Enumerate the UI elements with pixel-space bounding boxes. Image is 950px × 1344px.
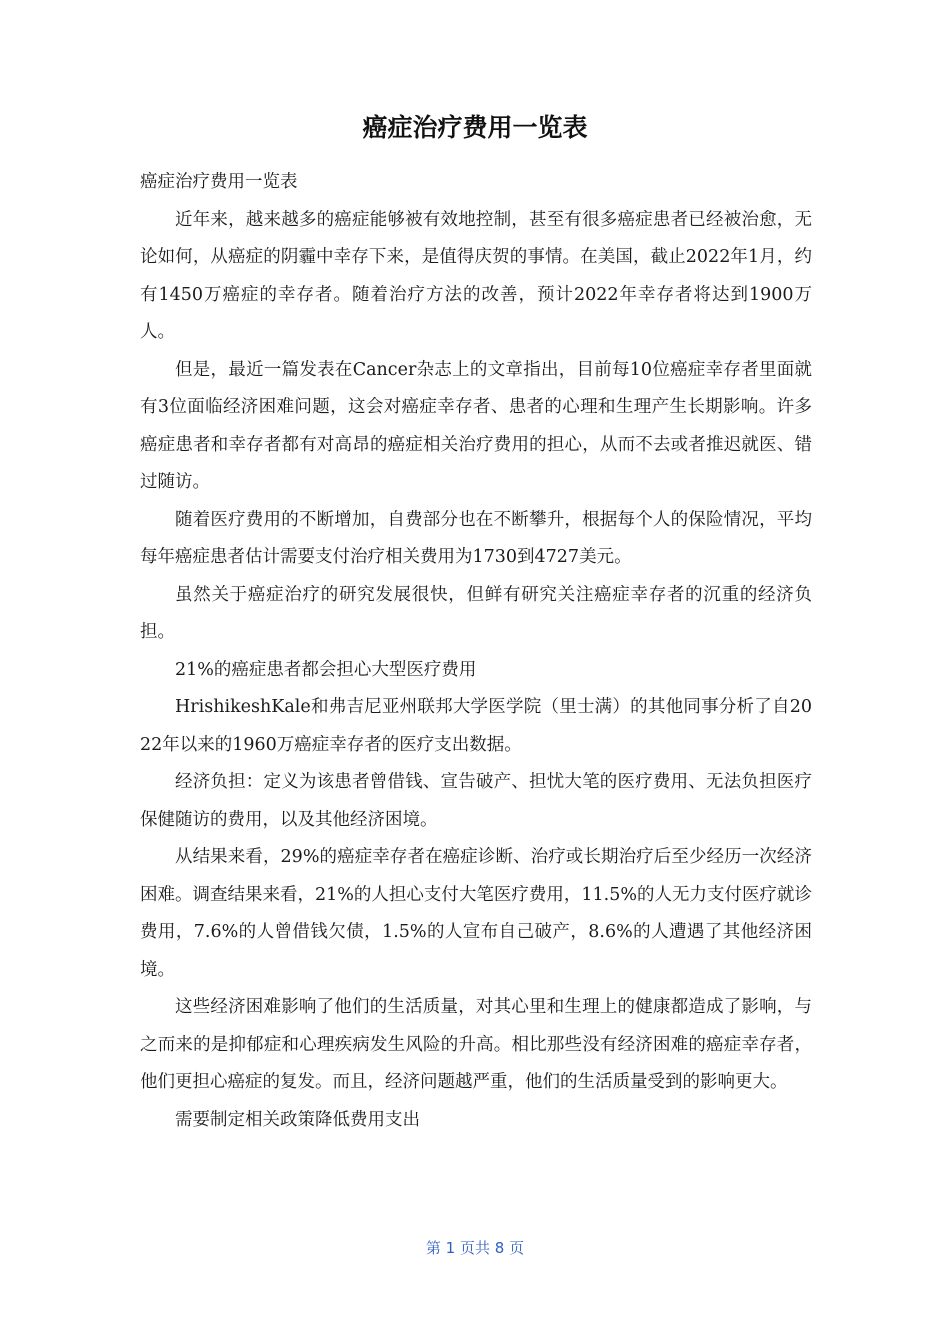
paragraph: 经济负担：定义为该患者曾借钱、宣告破产、担忧大笔的医疗费用、无法负担医疗保健随访的费用，以及其他经济困境。: [140, 772, 812, 830]
document-title: 癌症治疗费用一览表: [362, 113, 588, 142]
paragraph-subtitle: 癌症治疗费用一览表: [140, 172, 298, 192]
paragraph: 虽然关于癌症治疗的研究发展很快，但鲜有研究关注癌症幸存者的沉重的经济负担。: [140, 584, 812, 642]
paragraph: HrishikeshKale和弗吉尼亚州联邦大学医学院（里士满）的其他同事分析了自2022年以来的1960万癌症幸存者的医疗支出数据。: [140, 697, 812, 755]
page-number-footer: 第 1 页共 8 页: [425, 1239, 525, 1257]
document-body: [140, 164, 812, 1139]
paragraph: 从结果来看，29%的癌症幸存者在癌症诊断、治疗或长期治疗后至少经历一次经济困难。调查结果来看，21%的人担心支付大笔医疗费用，11.5%的人无力支付医疗就诊费用，7.6%的人曾借钱欠债，1.5%的人宣布自己破产，8.6%的人遭遇了其他经济困境。: [140, 847, 812, 980]
paragraph: 但是，最近一篇发表在Cancer杂志上的文章指出，目前每10位癌症幸存者里面就有3位面临经济困难问题，这会对癌症幸存者、患者的心理和生理产生长期影响。许多癌症患者和幸存者都有对高昂的癌症相关治疗费用的担心，从而不去或者推迟就医、错过随访。: [140, 359, 812, 492]
section-heading: 21%的癌症患者都会担心大型医疗费用: [175, 659, 477, 680]
paragraph: 随着医疗费用的不断增加，自费部分也在不断攀升，根据每个人的保险情况，平均每年癌症患者估计需要支付治疗相关费用为1730到4727美元。: [140, 509, 812, 567]
section-heading: 需要制定相关政策降低费用支出: [175, 1109, 420, 1130]
paragraph: 近年来，越来越多的癌症能够被有效地控制，甚至有很多癌症患者已经被治愈，无论如何，从癌症的阴霾中幸存下来，是值得庆贺的事情。在美国，截止2022年1月，约有1450万癌症的幸存者。随着治疗方法的改善，预计2022年幸存者将达到1900万人。: [140, 209, 812, 342]
paragraph: 这些经济困难影响了他们的生活质量，对其心里和生理上的健康都造成了影响，与之而来的是抑郁症和心理疾病发生风险的升高。相比那些没有经济困难的癌症幸存者，他们更担心癌症的复发。而且，经济问题越严重，他们的生活质量受到的影响更大。: [140, 997, 812, 1092]
